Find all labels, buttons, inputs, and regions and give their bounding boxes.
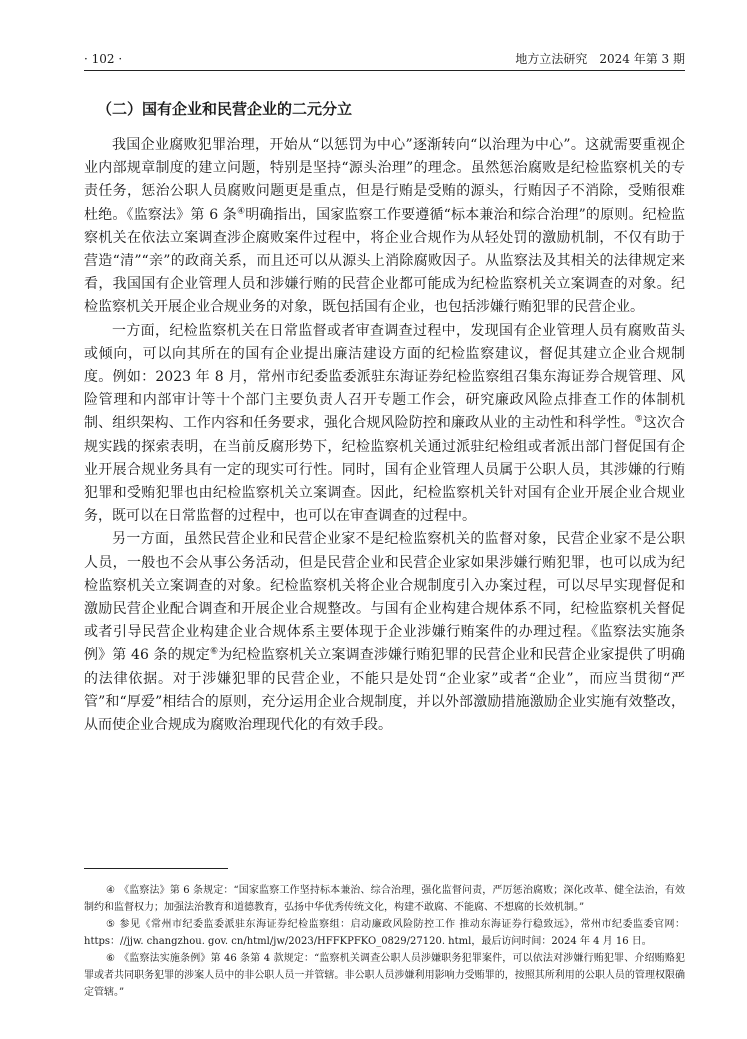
footnote-text: 《监察法》第 6 条规定：“国家监察工作坚持标本兼治、综合治理，强化监督问责，严厉惩治腐败；深化改革、健全法治，有效制约和监督权力；加强法治教育和道德教育，弘扬中华优秀传统文化，构建不敢腐、不能腐、不想腐的长效机制。” <box>84 885 685 913</box>
paragraph-text: 明确指出，国家监察工作要遵循“标本兼治和综合治理”的原则。纪检监察机关在依法立案调查涉企腐败案件过程中，将企业合规作为从轻处罚的激励机制，不仅有助于营造“清”“亲”的政商关系，而且还可以从源头上消除腐败因子。从监察法及其相关的法律规定来看，我国国有企业管理人员和涉嫌行贿的民营企业都可能成为纪检监察机关立案调查的对象。纪检监察机关开展企业合规业务的对象，既包括国有企业，也包括涉嫌行贿犯罪的民营企业。 <box>84 206 685 316</box>
page-number: · 102 · <box>84 52 123 66</box>
paragraph-text: 为纪检监察机关立案调查涉嫌行贿犯罪的民营企业和民营企业家提供了明确的法律依据。对于涉嫌犯罪的民营企业，不能只是处罚“企业家”或者“企业”，而应当贯彻“严管”和“厚爱”相结合的原则，充分运用企业合规制度，并以外部激励措施激励企业实施有效整改，从而使企业合规成为腐败治理现代化的有效手段。 <box>84 647 685 734</box>
paragraph <box>84 528 685 737</box>
footnote-marker[interactable]: ⑥ <box>210 646 219 657</box>
footnote <box>84 916 685 950</box>
footnote <box>84 950 685 1001</box>
footnote-divider <box>84 868 228 869</box>
running-header <box>84 48 685 71</box>
paragraph-text: 这次合规实践的探索表明，在当前反腐形势下，纪检监察机关通过派驻纪检组或者派出部门督促国有企业开展合规业务具有一定的现实可行性。同时，国有企业管理人员属于公职人员，其涉嫌的行贿犯罪和受贿犯罪也由纪检监察机关立案调查。因此，纪检监察机关针对国有企业开展企业合规业务，既可以在日常监督的过程中，也可以在审查调查的过程中。 <box>84 415 685 525</box>
footnote-number: ④ <box>106 885 116 896</box>
paragraph <box>84 320 685 529</box>
footnote <box>84 882 685 916</box>
paragraph <box>84 134 685 320</box>
body-text <box>84 134 685 737</box>
footnote-number: ⑤ <box>106 919 116 930</box>
footnote-marker[interactable]: ⑤ <box>634 414 643 425</box>
footnote-text: 《监察法实施条例》第 46 条第 4 款规定：“监察机关调查公职人员涉嫌职务犯罪案件，可以依法对涉嫌行贿犯罪、介绍贿赂犯罪或者共同职务犯罪的涉案人员中的非公职人员一并管辖。非公职人员涉嫌利用影响力受贿罪的，按照其所利用的公职人员的管理权限确定管辖。” <box>84 953 685 998</box>
paragraph-text: 我国企业腐败犯罪治理，开始从“以惩罚为中心”逐渐转向“以治理为中心”。这就需要重视企业内部规章制度的建立问题，特别是坚持“源头治理”的理念。虽然惩治腐败是纪检监察机关的专责任务，惩治公职人员腐败问题更是重点，但是行贿是受贿的源头，行贿因子不消除，受贿很难杜绝。《监察法》第 6 条 <box>84 137 685 223</box>
paragraph-text: 另一方面，虽然民营企业和民营企业家不是纪检监察机关的监督对象，民营企业家不是公职人员，一般也不会从事公务活动，但是民营企业和民营企业家如果涉嫌行贿犯罪，也可以成为纪检监察机关立案调查的对象。纪检监察机关将企业合规制度引入办案过程，可以尽早实现督促和激励民营企业配合调查和开展企业合规整改。与国有企业构建合规体系不同，纪检监察机关督促或者引导民营企业构建企业合规体系主要体现于企业涉嫌行贿案件的办理过程。《监察法实施条例》第 46 条的规定 <box>84 531 685 664</box>
footnotes <box>84 882 685 1001</box>
footnote-number: ⑥ <box>106 953 116 964</box>
journal-issue: 地方立法研究 2024 年第 3 期 <box>515 52 685 66</box>
footnote-text: 参见《常州市纪委监委派驻东海证券纪检监察组：启动廉政风险防控工作 推动东海证券行稳致远》，常州市纪委监委官网：https：//jjw. changzhou. gov. cn/html/jw/2023/HFFKPFKO_0829/27120. html，最后访问时间：2024 年 4 月 16 日。 <box>84 919 685 947</box>
paragraph-text: 一方面，纪检监察机关在日常监督或者审查调查过程中，发现国有企业管理人员有腐败苗头或倾向，可以向其所在的国有企业提出廉洁建设方面的纪检监察建议，督促其建立企业合规制度。例如：2023 年 8 月，常州市纪委监委派驻东海证券纪检监察组召集东海证券合规管理、风险管理和内部审计等十个部门主要负责人召开专题工作会，研究廉政风险点排查工作的体制机制、组织架构、工作内容和任务要求，强化合规风险防控和廉政从业的主动性和科学性。 <box>84 322 685 432</box>
section-title: （二）国有企业和民营企业的二元分立 <box>97 100 353 118</box>
footnote-marker[interactable]: ④ <box>236 205 246 216</box>
